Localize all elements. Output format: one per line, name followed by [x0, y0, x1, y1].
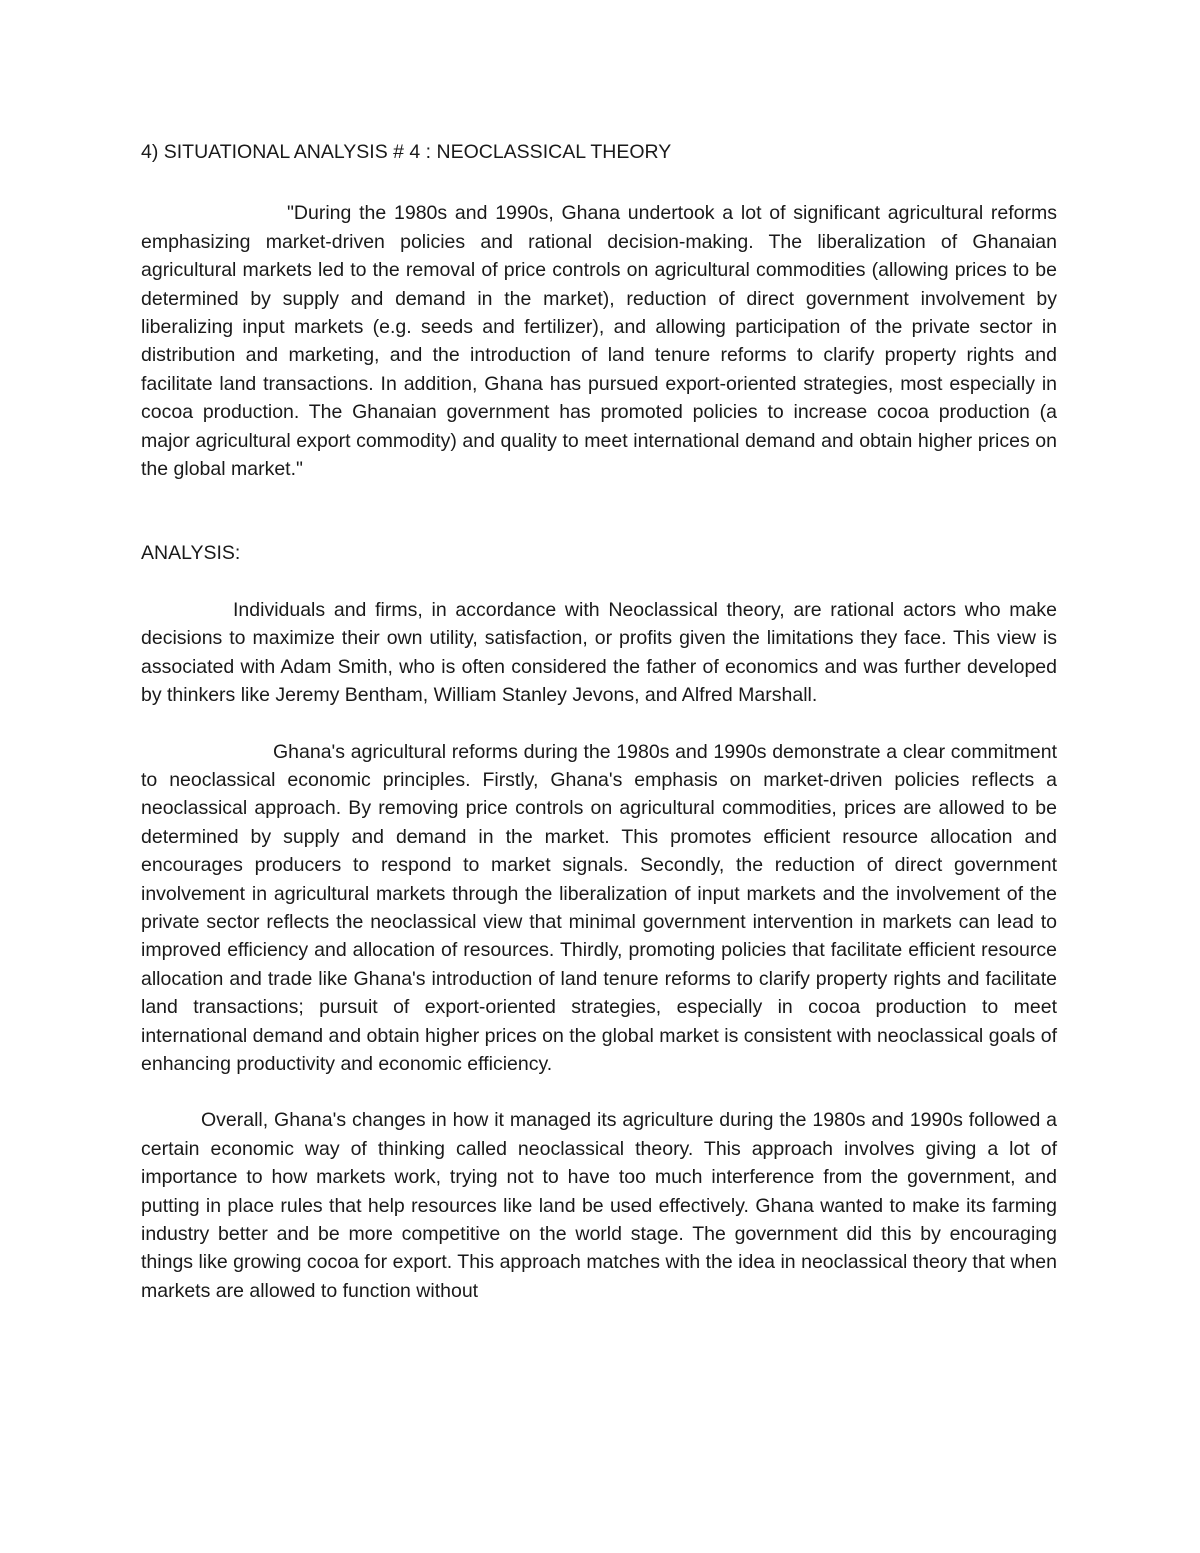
analysis-paragraph-2: Ghana's agricultural reforms during the 1980s and 1990s demonstrate a clear commitment to neoclassical economic principles. Firstly, Ghana's emphasis on market-driven policies reflects a neoclassical approach. By removing price controls on agricultural commodities, prices are allowed to be determined by supply and demand in the market. This promotes efficient resource allocation and encourages producers to respond to market signals. Secondly, the reduction of direct government involvement in agricultural markets through the liberalization of input markets and the involvement of the private sector reflects the neoclassical view that minimal government intervention in markets can lead to improved efficiency and allocation of resources. Thirdly, promoting policies that facilitate efficient resource allocation and trade like Ghana's introduction of land tenure reforms to clarify property rights and facilitate land transactions; pursuit of export-oriented strategies, especially in cocoa production to meet international demand and obtain higher prices on the global market is consistent with neoclassical goals of enhancing productivity and economic efficiency. — [141, 740, 1057, 1075]
document-body — [141, 138, 1057, 1305]
analysis-paragraph-1: Individuals and firms, in accordance with Neoclassical theory, are rational actors who make decisions to maximize their own utility, satisfaction, or profits given the limitations they face. This view is associated with Adam Smith, who is often considered the father of economics and was further developed by thinkers like Jeremy Bentham, William Stanley Jevons, and Alfred Marshall. — [141, 598, 1057, 707]
analysis-paragraph-3: Overall, Ghana's changes in how it managed its agriculture during the 1980s and 1990s followed a certain economic way of thinking called neoclassical theory. This approach involves giving a lot of importance to how markets work, trying not to have too much interference from the government, and putting in place rules that help resources like land be used effectively. Ghana wanted to make its farming industry better and be more competitive on the world stage. The government did this by encouraging things like growing cocoa for export. This approach matches with the idea in neoclassical theory that when markets are allowed to function without — [141, 1109, 1057, 1302]
situation-quote: "During the 1980s and 1990s, Ghana undertook a lot of significant agricultural reforms emphasizing market-driven policies and rational decision-making. The liberalization of Ghanaian agricultural markets led to the removal of price controls on agricultural commodities (allowing prices to be determined by supply and demand in the market), reduction of direct government involvement by liberalizing input markets (e.g. seeds and fertilizer), and allowing participation of the private sector in distribution and marketing, and the introduction of land tenure reforms to clarify property rights and facilitate land transactions. In addition, Ghana has pursued export-oriented strategies, most especially in cocoa production. The Ghanaian government has promoted policies to increase cocoa production (a major agricultural export commodity) and quality to meet international demand and obtain higher prices on the global market." — [141, 202, 1057, 481]
section-heading: 4) SITUATIONAL ANALYSIS # 4 : NEOCLASSICAL THEORY — [141, 141, 672, 163]
analysis-label: ANALYSIS: — [141, 542, 241, 565]
